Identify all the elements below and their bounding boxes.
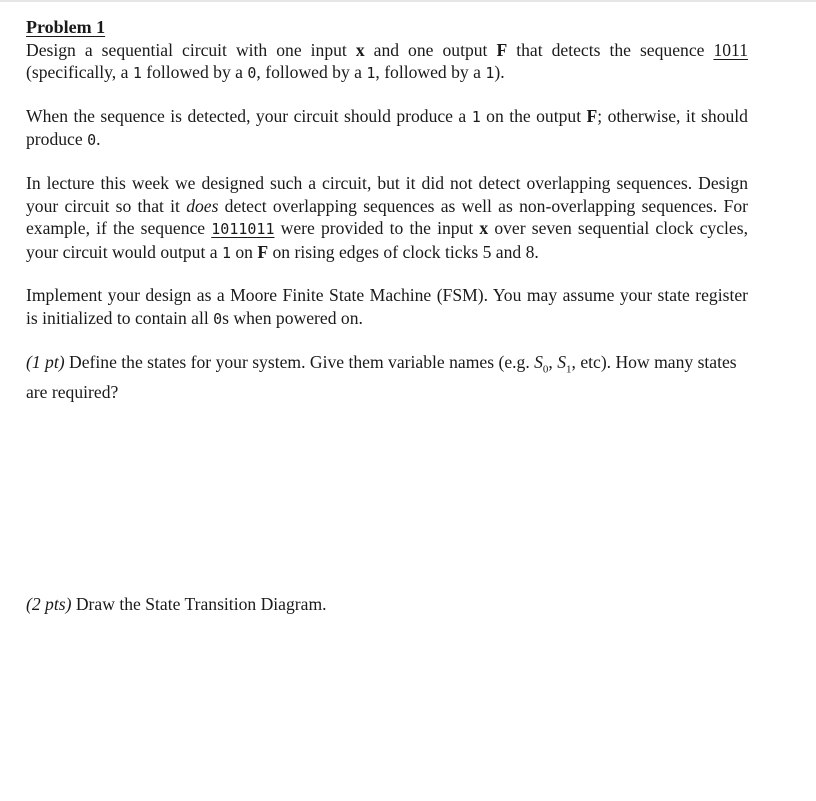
text: (specifically, a [26, 62, 133, 83]
problem-title: Problem 1 [26, 17, 106, 37]
input-x: x [355, 39, 365, 60]
emphasis: does [186, 195, 219, 216]
text: , followed by a [256, 62, 367, 83]
paragraph-overlapping [26, 172, 748, 264]
state-symbol: S [557, 351, 567, 372]
question-1 [26, 351, 748, 404]
bit: 0 [247, 64, 257, 83]
question-points: (1 pt) [26, 351, 65, 372]
output-f: F [496, 39, 508, 60]
example-sequence-part1: 1011 [211, 220, 248, 239]
state-symbol: S [534, 351, 543, 372]
top-border [0, 0, 816, 2]
text: Implement your design as a Moore Finite State Machine (FSM). You may assume your state register is initialized to contain all [26, 285, 748, 328]
text: , etc). How many states are required? [26, 351, 737, 402]
text: When the sequence is detected, your circuit should produce a [26, 105, 472, 126]
text: followed by a [141, 62, 248, 83]
text: , followed by a [375, 62, 486, 83]
bit: 0 [87, 131, 97, 150]
text: Define the states for your system. Give them variable names (e.g. [64, 351, 535, 372]
input-x: x [479, 218, 489, 239]
text: In lecture this week we designed such a circuit, but it did not detect overlapping sequences. Design your circuit so that it [26, 172, 748, 216]
text: on the output [480, 105, 587, 126]
bit: 1 [471, 107, 481, 126]
text: were provided to the input [274, 218, 480, 239]
text: that detects the sequence [507, 39, 714, 60]
paragraph-problem-statement [26, 39, 748, 85]
question-2 [26, 594, 327, 615]
text: Design a sequential circuit with one input [26, 39, 356, 60]
paragraph-output-behavior [26, 105, 748, 152]
text: and one output [364, 39, 497, 60]
bit: 1 [132, 64, 142, 83]
text: on [230, 241, 258, 262]
text: ; otherwise, it should produce [26, 105, 748, 150]
bit: 0 [213, 309, 223, 328]
text: , [548, 351, 558, 372]
text: ). [494, 62, 505, 83]
text: s when powered on. [222, 307, 363, 328]
bit: 1 [485, 64, 495, 83]
state-subscript: 1 [566, 363, 572, 376]
state-subscript: 0 [542, 363, 549, 376]
problem-body [26, 16, 748, 403]
bit: 1 [221, 243, 231, 262]
bit: 1 [366, 64, 376, 83]
question-points: (2 pts) [26, 594, 72, 614]
text: on rising edges of clock ticks 5 and 8. [268, 241, 539, 262]
text: detect overlapping sequences as well as non-overlapping sequences. For example, if the sequence [26, 195, 748, 239]
text: over seven sequential clock cycles, your circuit would output a [26, 218, 748, 262]
paragraph-moore-fsm [26, 284, 748, 330]
example-sequence-part2: 011 [247, 220, 275, 239]
target-sequence: 1011 [713, 39, 748, 60]
output-f: F [586, 105, 598, 126]
text: . [96, 129, 101, 150]
output-f: F [257, 241, 269, 262]
text: Draw the State Transition Diagram. [71, 594, 327, 614]
